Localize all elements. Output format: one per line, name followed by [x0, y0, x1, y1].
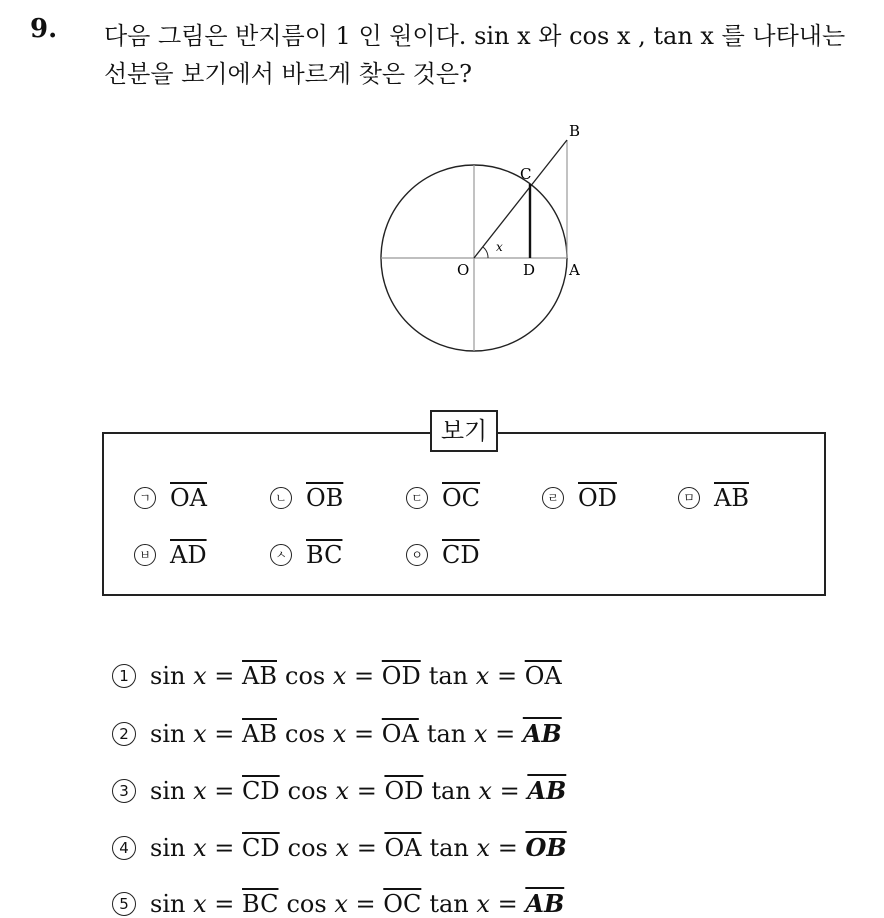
- unit-circle-figure: [360, 115, 600, 360]
- bogi-item: [406, 541, 480, 569]
- bogi-marker: ㅂ: [134, 544, 156, 566]
- tan-segment: $\overline{AB}$: [525, 889, 565, 918]
- question-number: 9.: [30, 14, 58, 44]
- question-text-line-1: 다음 그림은 반지름이 1 인 원이다. sin x 와 cos x , tan x 를 나타내는: [104, 22, 846, 50]
- tan-segment: $\overline{AB}$: [527, 776, 567, 805]
- bogi-title: 보기: [430, 410, 498, 452]
- choice-number: 2: [112, 722, 136, 746]
- bogi-marker: ㅁ: [678, 487, 700, 509]
- bogi-item: [678, 484, 749, 512]
- bogi-item: [270, 484, 343, 512]
- bogi-segment: $\overline{BC}$: [306, 541, 343, 569]
- label-c: C: [520, 165, 532, 183]
- answer-choice-2[interactable]: 2 sin x = $\overline{AB}$ cos x = $\overline{OA}$ tan x = $\overline{AB}$: [112, 719, 562, 748]
- bogi-marker: ㄷ: [406, 487, 428, 509]
- bogi-marker: ㅇ: [406, 544, 428, 566]
- answer-choice-4[interactable]: 4 sin x = $\overline{CD}$ cos x = $\overline{OA}$ tan x = $\overline{OB}$: [112, 833, 567, 862]
- bogi-marker: ㄱ: [134, 487, 156, 509]
- choice-number: 5: [112, 892, 136, 916]
- label-o: O: [457, 261, 470, 279]
- choice-number: 1: [112, 664, 136, 688]
- bogi-segment: $\overline{OA}$: [170, 484, 208, 512]
- bogi-item: [134, 541, 207, 569]
- bogi-segment: $\overline{OD}$: [578, 484, 617, 512]
- choice-number: 4: [112, 836, 136, 860]
- bogi-item: [542, 484, 617, 512]
- bogi-segment: $\overline{OC}$: [442, 484, 481, 512]
- sin-segment: $\overline{AB}$: [242, 662, 277, 690]
- sin-segment: $\overline{AB}$: [242, 719, 277, 748]
- bogi-marker: ㅅ: [270, 544, 292, 566]
- bogi-segment: $\overline{AB}$: [714, 484, 749, 512]
- label-angle-x: x: [496, 240, 503, 254]
- bogi-segment: $\overline{CD}$: [442, 541, 480, 569]
- segment-ob: [474, 140, 567, 258]
- sin-segment: $\overline{CD}$: [242, 776, 280, 805]
- bogi-box: [102, 432, 826, 596]
- label-d: D: [523, 261, 536, 279]
- choice-number: 3: [112, 779, 136, 803]
- cos-segment: $\overline{OA}$: [384, 833, 422, 862]
- cos-segment: $\overline{OD}$: [384, 776, 424, 805]
- bogi-item: [270, 541, 342, 569]
- answer-choice-5[interactable]: 5 sin x = $\overline{BC}$ cos x = $\overline{OC}$ tan x = $\overline{AB}$: [112, 889, 564, 918]
- bogi-item: [406, 484, 480, 512]
- sin-segment: $\overline{CD}$: [242, 833, 280, 862]
- answer-choice-3[interactable]: 3 sin x = $\overline{CD}$ cos x = $\overline{OD}$ tan x = $\overline{AB}$: [112, 776, 566, 805]
- bogi-marker: ㄴ: [270, 487, 292, 509]
- bogi-marker: ㄹ: [542, 487, 564, 509]
- cos-segment: $\overline{OA}$: [381, 719, 419, 748]
- question-text-line-2: 선분을 보기에서 바르게 찾은 것은?: [104, 60, 472, 88]
- answer-choice-1[interactable]: 1 sin x = $\overline{AB}$ cos x = $\overline{OD}$ tan x = $\overline{OA}$: [112, 662, 562, 690]
- tan-segment: $\overline{AB}$: [522, 719, 562, 748]
- tan-segment: $\overline{OA}$: [524, 662, 562, 690]
- bogi-segment: $\overline{OB}$: [306, 484, 344, 512]
- cos-segment: $\overline{OD}$: [381, 662, 421, 690]
- cos-segment: $\overline{OC}$: [383, 889, 422, 918]
- bogi-segment: $\overline{AD}$: [170, 541, 207, 569]
- tan-segment: $\overline{OB}$: [525, 833, 567, 862]
- label-a: A: [569, 261, 580, 279]
- sin-segment: $\overline{BC}$: [242, 889, 279, 918]
- angle-arc: [483, 247, 488, 258]
- bogi-item: [134, 484, 207, 512]
- label-b: B: [569, 122, 581, 140]
